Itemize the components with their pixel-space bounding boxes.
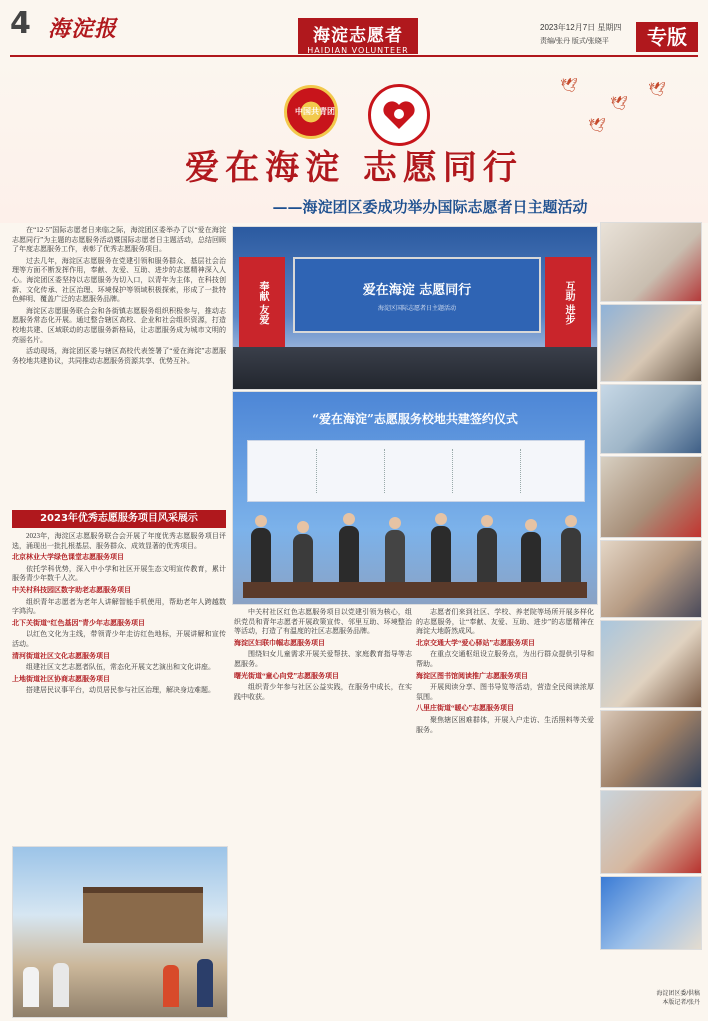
page-number: 4 bbox=[10, 6, 31, 41]
projects-article bbox=[12, 532, 226, 840]
stage-left-sign: 奉献 友爱 bbox=[239, 257, 285, 349]
intro-paragraph: 活动现场，海淀团区委与辖区高校代表签署了“爱在海淀”志愿服务校地共建协议，共同推动志愿服务资源共享、优势互补。 bbox=[12, 347, 226, 365]
signing-title: “爱在海淀”志愿服务校地共建签约仪式 bbox=[312, 412, 518, 426]
project-text: 依托学科优势，深入中小学和社区开展生态文明宣传教育，累计服务青少年数千人次。 bbox=[12, 564, 226, 583]
project-title: 中关村科技园区数字助老志愿服务项目 bbox=[12, 585, 131, 594]
mid-paragraph: 中关村社区红色志愿服务项目以党建引领为核心，组织党员和青年志愿者开展政策宣传、邻里互助、环境整治等活动，打造了有温度的社区志愿服务品牌。 bbox=[234, 608, 412, 636]
intro-paragraph: 海淀区志愿服务联合会和各街镇志愿服务组织积极参与，推动志愿服务常态化开展。通过整合辖区高校、企业和社会组织资源，打造校地共建、区域联动的志愿服务新格局，让志愿服务成为城市文明的亮丽名片。 bbox=[12, 306, 226, 344]
project-title: 北下关街道“红色基因”青少年志愿服务项目 bbox=[12, 618, 145, 627]
school-volunteer-photo bbox=[12, 846, 228, 1018]
credit-line: 本版记者/张丹 bbox=[662, 1000, 700, 1006]
person bbox=[53, 963, 69, 1007]
signing-participants bbox=[243, 502, 587, 598]
heart-icon bbox=[381, 97, 417, 133]
project-title: 清河街道社区文化志愿服务项目 bbox=[12, 651, 110, 660]
intro-paragraph: 过去几年，海淀区志愿服务在党建引领和服务群众、基层社会治理等方面不断发挥作用，奉献、友爱、互助、进步的志愿精神深入人心。海淀团区委坚持以志愿服务为切入口，以青年为主体，在科技创新、文化传承、社区治理、环境保护等领域积极探索，形成了一批特色鲜明、覆盖广泛的志愿服务品牌。 bbox=[12, 256, 226, 304]
section-title: 海淀志愿者 bbox=[313, 26, 403, 46]
volunteer-photo bbox=[600, 384, 702, 454]
project-text: 组织青年志愿者为老年人讲解智能手机使用，帮助老年人跨越数字鸿沟。 bbox=[12, 597, 226, 616]
volunteer-association-logo bbox=[368, 84, 430, 146]
paper-name: 海淀报 bbox=[48, 16, 118, 42]
signature-block bbox=[460, 449, 521, 493]
project-title: 北京交通大学“爱心驿站”志愿服务项目 bbox=[416, 638, 535, 647]
mid2-paragraph: 在重点交通枢纽设立服务点，为出行群众提供引导和帮助。 bbox=[416, 650, 594, 668]
volunteer-photo bbox=[600, 304, 702, 382]
stage-screen bbox=[293, 257, 541, 333]
volunteer-photo bbox=[600, 540, 702, 618]
signature-block bbox=[392, 449, 453, 493]
bird-icon: 🕊 bbox=[588, 118, 606, 134]
section-title-box bbox=[298, 18, 418, 54]
date-line: 2023年12月7日 星期四 bbox=[540, 23, 622, 32]
volunteer-photo bbox=[600, 710, 702, 788]
project-title: 八里庄街道“暖心”志愿服务项目 bbox=[416, 704, 514, 713]
stage-screen-title: 爱在海淀 志愿同行 bbox=[362, 283, 472, 298]
person bbox=[163, 965, 179, 1007]
intro-article bbox=[12, 226, 226, 506]
mid-article bbox=[234, 608, 412, 853]
mid2-paragraph: 聚焦辖区困难群体，开展入户走访、生活照料等关爱服务。 bbox=[416, 715, 594, 734]
audience bbox=[233, 347, 597, 389]
person bbox=[197, 959, 213, 1007]
mid-paragraph: 组织青少年参与社区公益实践，在服务中成长，在实践中收获。 bbox=[234, 683, 412, 701]
project-text: 搭建居民议事平台，动员居民参与社区治理，解决身边难题。 bbox=[26, 686, 215, 695]
volunteer-photo bbox=[600, 876, 702, 950]
youth-league-emblem bbox=[284, 85, 338, 139]
mid-paragraph: 围绕妇女儿童需求开展关爱帮扶、家庭教育指导等志愿服务。 bbox=[234, 650, 412, 668]
mid2-paragraph: 开展阅读分享、图书导览等活动，营造全民阅读浓厚氛围。 bbox=[416, 683, 594, 701]
project-title: 海淀区图书馆阅读推广志愿服务项目 bbox=[416, 671, 528, 680]
mid2-paragraph: 志愿者们来到社区、学校、养老院等场所开展多样化的志愿服务，让“奉献、友爱、互助、进步”的志愿精神在海淀大地蔚然成风。 bbox=[416, 608, 594, 636]
projects-banner: 2023年优秀志愿服务项目风采展示 bbox=[12, 510, 226, 528]
subheadline: ——海淀团区委成功举办国际志愿者日主题活动 bbox=[272, 198, 588, 216]
bird-icon: 🕊 bbox=[648, 82, 666, 98]
person bbox=[23, 967, 39, 1007]
signature-block bbox=[324, 449, 385, 493]
project-title: 海淀区妇联巾帼志愿服务项目 bbox=[234, 638, 325, 647]
signature-block bbox=[256, 449, 317, 493]
special-edition-tag: 专版 bbox=[636, 22, 698, 52]
projects-intro: 2023年，海淀区志愿服务联合会开展了年度优秀志愿服务项目评选，涌现出一批扎根基层、服务群众、成效显著的优秀项目。 bbox=[12, 532, 226, 550]
project-title: 曙光街道“童心向党”志愿服务项目 bbox=[234, 671, 339, 680]
signing-board bbox=[247, 440, 585, 502]
emblem-text: 中国共青团 bbox=[295, 107, 335, 116]
project-text: 以红色文化为主线，带领青少年走访红色地标，开展讲解和宣传活动。 bbox=[12, 630, 226, 648]
volunteer-photo bbox=[600, 790, 702, 874]
intro-paragraph: 在“12·5”国际志愿者日来临之际，海淀团区委举办了以“爱在海淀 志愿同行”为主题的志愿服务活动暨国际志愿者日主题活动，总结回顾了年度志愿服务工作，表彰了优秀志愿服务项目。 bbox=[12, 226, 226, 254]
mid2-article bbox=[416, 608, 594, 853]
volunteer-photo bbox=[600, 222, 702, 302]
volunteer-photo bbox=[600, 456, 702, 538]
building bbox=[83, 887, 203, 943]
bird-icon: 🕊 bbox=[610, 96, 628, 112]
project-title: 上地街道社区协商志愿服务项目 bbox=[12, 674, 110, 683]
signing-table bbox=[243, 582, 587, 598]
stage-right-sign: 互助 进步 bbox=[545, 257, 591, 349]
section-subtitle: HAIDIAN VOLUNTEER bbox=[307, 46, 409, 55]
masthead-rule bbox=[10, 55, 698, 57]
stage-photo bbox=[232, 226, 598, 390]
project-title: 北京林业大学绿色课堂志愿服务项目 bbox=[12, 553, 124, 562]
masthead bbox=[0, 0, 708, 58]
credit-line: 海淀团区委/供稿 bbox=[656, 991, 700, 997]
signature-block bbox=[528, 449, 578, 493]
stage-screen-subtitle: 海淀区国际志愿者日主题活动 bbox=[377, 305, 456, 312]
volunteer-photo bbox=[600, 620, 702, 708]
project-text: 组建社区文艺志愿者队伍，常态化开展文艺演出和文化讲座。 bbox=[26, 663, 215, 672]
signing-ceremony-photo bbox=[232, 391, 598, 605]
editor-line: 责编/张丹 版式/张晓平 bbox=[540, 38, 609, 45]
headline: 爱在海淀 志愿同行 bbox=[185, 148, 523, 188]
photo-credit bbox=[600, 990, 700, 1008]
bird-icon: 🕊 bbox=[560, 78, 578, 94]
